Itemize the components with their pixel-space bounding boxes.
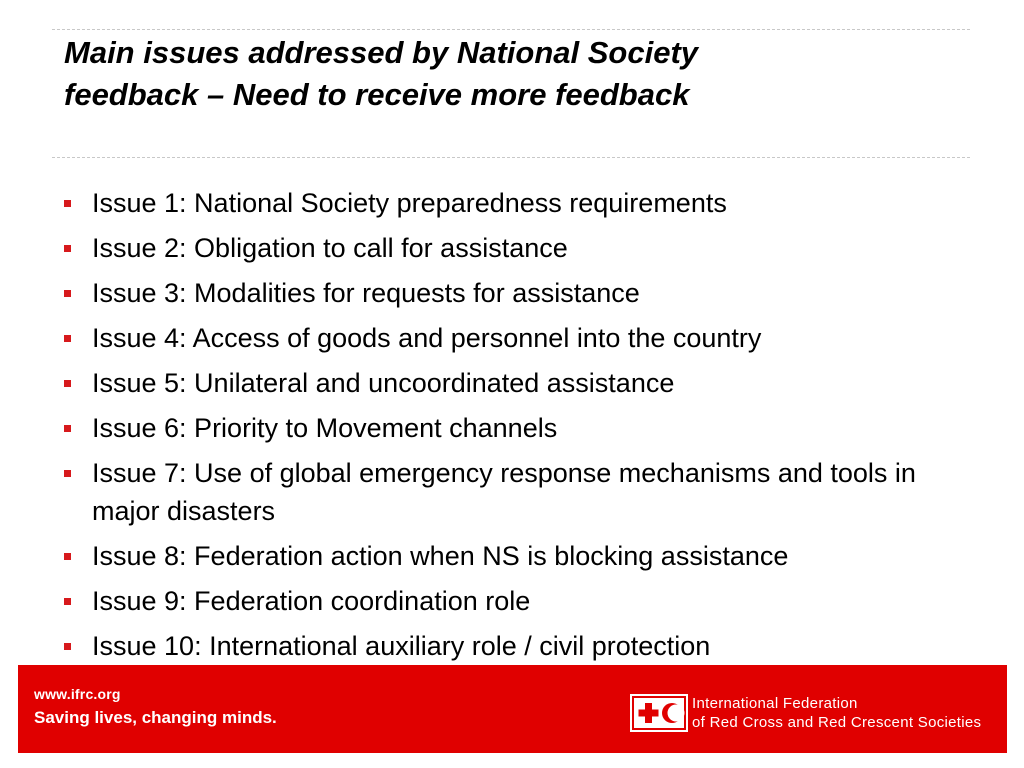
red-cross-red-crescent-emblem-icon xyxy=(630,694,688,732)
issue-text: Issue 4: Access of goods and personnel into the country xyxy=(92,323,762,353)
issue-text: Issue 1: National Society preparedness requirements xyxy=(92,188,727,218)
issue-item xyxy=(62,537,972,575)
issue-list xyxy=(62,184,972,672)
issue-item xyxy=(62,319,972,357)
title-divider xyxy=(52,157,970,158)
slide-title-line-1: Main issues addressed by National Society xyxy=(64,35,699,70)
issue-item xyxy=(62,454,972,530)
issue-text: Issue 9: Federation coordination role xyxy=(92,586,531,616)
square-bullet-icon xyxy=(64,245,71,252)
square-bullet-icon xyxy=(64,380,71,387)
issue-text: Issue 3: Modalities for requests for assistance xyxy=(92,278,640,308)
slide-title xyxy=(64,32,944,116)
square-bullet-icon xyxy=(64,598,71,605)
square-bullet-icon xyxy=(64,290,71,297)
footer-tagline: Saving lives, changing minds. xyxy=(34,708,277,727)
issue-item xyxy=(62,409,972,447)
organization-name xyxy=(692,694,981,732)
issue-item xyxy=(62,229,972,267)
issue-item xyxy=(62,364,972,402)
issue-item xyxy=(62,274,972,312)
footer-url-link[interactable]: www.ifrc.org xyxy=(34,686,121,702)
square-bullet-icon xyxy=(64,200,71,207)
square-bullet-icon xyxy=(64,425,71,432)
issue-text: Issue 2: Obligation to call for assistance xyxy=(92,233,568,263)
square-bullet-icon xyxy=(64,335,71,342)
footer-banner xyxy=(18,665,1007,753)
square-bullet-icon xyxy=(64,553,71,560)
slide-title-line-2: feedback – Need to receive more feedback xyxy=(64,77,690,112)
square-bullet-icon xyxy=(64,470,71,477)
square-bullet-icon xyxy=(64,643,71,650)
issue-item xyxy=(62,582,972,620)
issue-item xyxy=(62,184,972,222)
issue-item xyxy=(62,627,972,665)
organization-name-line-1: International Federation xyxy=(692,695,858,712)
issue-text: Issue 7: Use of global emergency response mechanisms and tools in major disasters xyxy=(92,458,916,526)
top-divider xyxy=(52,29,970,30)
issue-text: Issue 8: Federation action when NS is blocking assistance xyxy=(92,541,789,571)
issue-text: Issue 5: Unilateral and uncoordinated assistance xyxy=(92,368,675,398)
issue-text: Issue 6: Priority to Movement channels xyxy=(92,413,558,443)
organization-name-line-2: of Red Cross and Red Crescent Societies xyxy=(692,714,982,731)
issue-text: Issue 10: International auxiliary role / civil protection xyxy=(92,631,711,661)
